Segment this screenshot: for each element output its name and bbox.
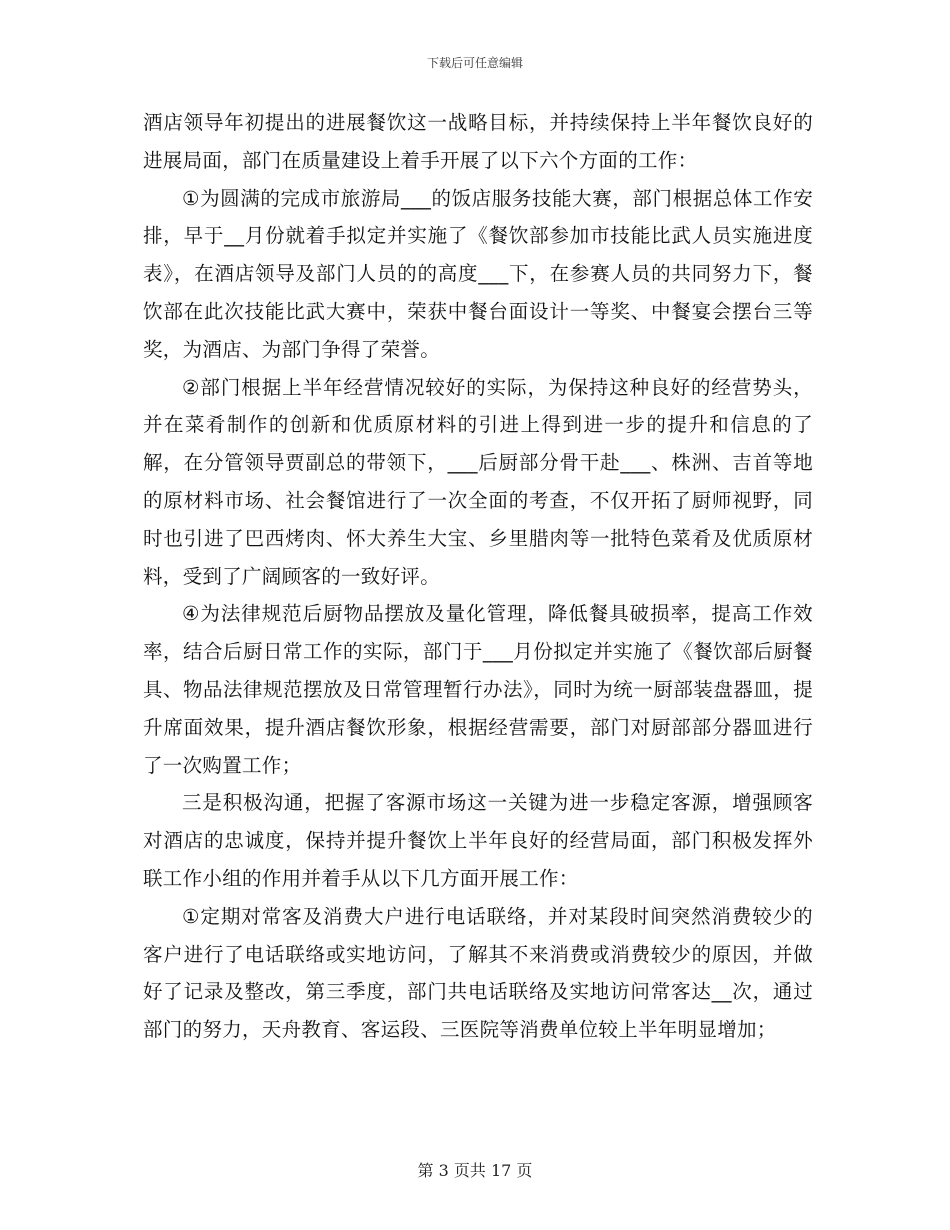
paragraph-item-2: ②部门根据上半年经营情况较好的实际，为保持这种良好的经营势头，并在菜肴制作的创新和优质原材料的引进上得到进一步的提升和信息的了解，在分管领导贾副总的带领下，___后厨部分骨干赴___、株洲、吉首等地的原材料市场、社会餐馆进行了一次全面的考查，不仅开拓了厨师视野，同时也引进了巴西烤肉、怀大养生大宝、乡里腊肉等一批特色菜肴及优质原材料，受到了广阔顾客的一致好评。 xyxy=(143,375,813,588)
page-number: 第 3 页共 17 页 xyxy=(417,1161,533,1180)
paragraph-section-3: 三是积极沟通，把握了客源市场这一关键为进一步稳定客源，增强顾客对酒店的忠诚度，保持并提升餐饮上半年良好的经营局面，部门积极发挥外联工作小组的作用并着手从以下几方面开展工作： xyxy=(143,791,813,890)
paragraph-item-4: ④为法律规范后厨物品摆放及量化管理，降低餐具破损率，提高工作效率，结合后厨日常工作的实际，部门于___月份拟定并实施了《餐饮部后厨餐具、物品法律规范摆放及日常管理暂行办法》，同时为统一厨部装盘器皿，提升席面效果，提升酒店餐饮形象，根据经营需要，部门对厨部部分器皿进行了一次购置工作； xyxy=(143,602,813,777)
paragraph-item-1: ①为圆满的完成市旅游局___的饭店服务技能大赛，部门根据总体工作安排，早于__月份就着手拟定并实施了《餐饮部参加市技能比武人员实施进度表》，在酒店领导及部门人员的的高度___下，在参赛人员的共同努力下，餐饮部在此次技能比武大赛中，荣获中餐台面设计一等奖、中餐宴会摆台三等奖，为酒店、为部门争得了荣誉。 xyxy=(143,186,813,361)
header-note: 下载后可任意编辑 xyxy=(426,56,523,70)
paragraph-section-3-item-1: ①定期对常客及消费大户进行电话联络，并对某段时间突然消费较少的客户进行了电话联络或实地访问，了解其不来消费或消费较少的原因，并做好了记录及整改，第三季度，部门共电话联络及实地访问常客达__次，通过部门的努力，天舟教育、客运段、三医院等消费单位较上半年明显增加； xyxy=(143,904,813,1042)
document-body xyxy=(143,104,813,1049)
paragraph-intro: 酒店领导年初提出的进展餐饮这一战略目标，并持续保持上半年餐饮良好的进展局面，部门在质量建设上着手开展了以下六个方面的工作： xyxy=(143,111,813,172)
